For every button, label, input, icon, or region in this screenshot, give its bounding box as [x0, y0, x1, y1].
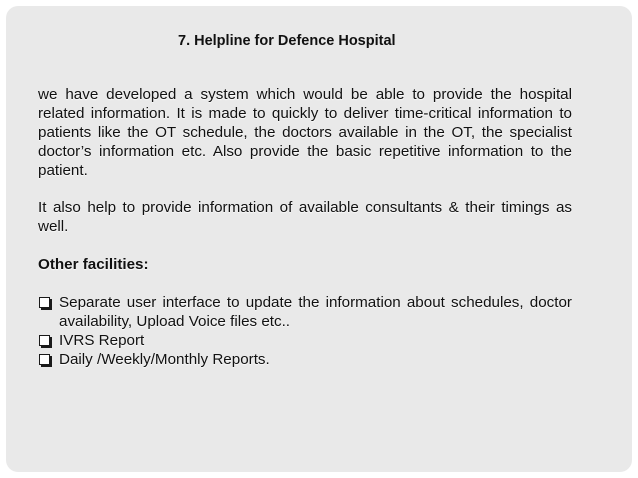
intro-paragraph: we have developed a system which would be able to provide the hospital related information. It is made to quickly to deliver time-critical information to patients like the OT schedule, the doctors available in the OT, the specialist doctor’s information etc. Also provide the basic repetitive information to the patient.	[38, 86, 572, 179]
list-item-text: Separate user interface to update the information about schedules, doctor availability, Upload Voice files etc..	[59, 293, 572, 330]
facilities-heading: Other facilities:	[38, 256, 149, 274]
consultants-paragraph: It also help to provide information of available consultants & their timings as well.	[38, 199, 572, 236]
checkbox-square-icon	[39, 297, 50, 308]
checkbox-square-icon	[39, 335, 50, 346]
slide-title: 7. Helpline for Defence Hospital	[178, 33, 396, 49]
checkbox-square-icon	[39, 354, 50, 365]
slide-body	[38, 86, 572, 370]
list-item	[38, 294, 572, 332]
slide	[6, 6, 632, 472]
list-item-text: IVRS Report	[59, 331, 145, 349]
list-item-text: Daily /Weekly/Monthly Reports.	[59, 350, 270, 368]
facilities-list	[38, 294, 572, 370]
list-item	[38, 351, 572, 370]
list-item	[38, 332, 572, 351]
